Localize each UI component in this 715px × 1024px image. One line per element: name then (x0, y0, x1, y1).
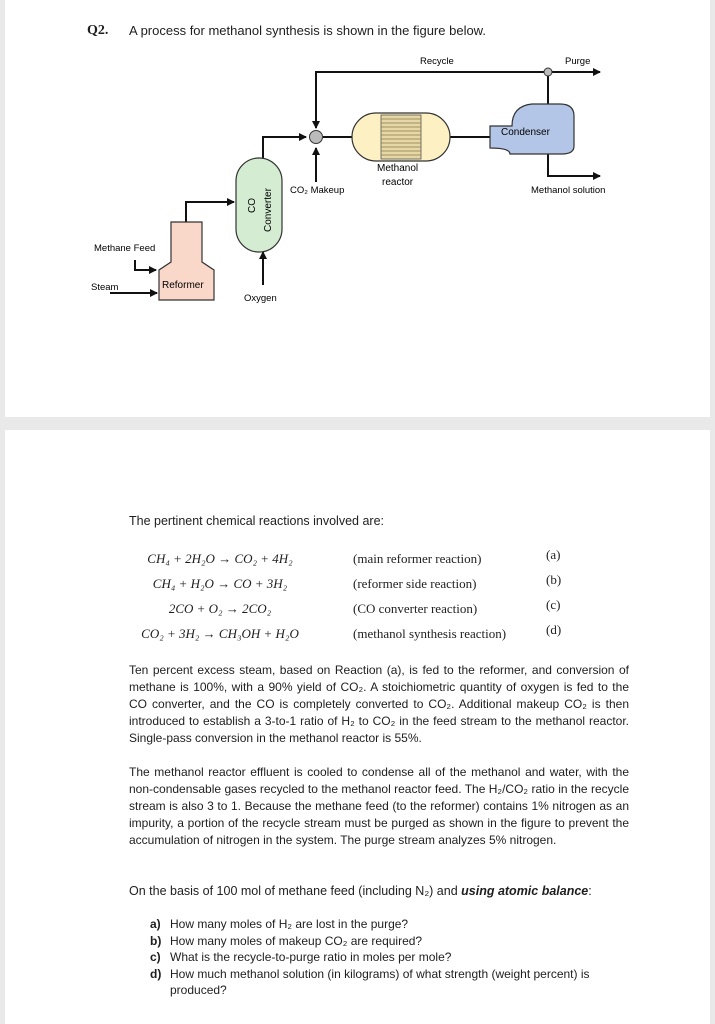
methanol-reactor (352, 113, 450, 161)
methane-feed-line (135, 260, 156, 270)
reformer-outlet-line (186, 202, 234, 222)
reaction-equation: CO₂ + 3H₂ → CH₃OH + H₂O (141, 626, 299, 641)
basis-suffix: : (588, 884, 592, 898)
mixer-node (310, 131, 323, 144)
reaction-label: (c) (546, 597, 561, 612)
reaction-description: (CO converter reaction) (353, 601, 478, 616)
reaction-description: (main reformer reaction) (353, 551, 482, 566)
reaction-label: (d) (546, 622, 562, 637)
basis-prefix: On the basis of 100 mol of methane feed (including N₂) and (129, 884, 462, 898)
steam-label: Steam (91, 282, 119, 293)
question-label: d) (150, 966, 162, 981)
purge-label: Purge (565, 56, 591, 67)
question-label: b) (150, 933, 162, 948)
paragraph-recycle: The methanol reactor effluent is cooled to condense all of the methanol and water, with the non-condensable gases recycled to the methanol reactor feed. The H₂/CO₂ ratio in the recycle stream is also 3 to 1. Because the methane feed (to the reformer) contains 1% nitrogen as an impurity, a portion of the recycle stream must be purged as shown in the figure to prevent the accumulation of nitrogen in the system. The purge stream analyzes 5% nitrogen. (129, 765, 629, 847)
converter-label-name: Converter (263, 188, 274, 232)
question-item (150, 966, 630, 999)
reactor-label-1: Methanol (377, 163, 419, 174)
reaction-label: (a) (546, 547, 561, 562)
reactor-label-2: reactor (382, 177, 414, 188)
paragraph-conditions: Ten percent excess steam, based on Reaction (a), is fed to the reformer, and conversion of methane is 100%, with a 90% yield of CO₂. A stoichiometric quantity of oxygen is fed to the CO converter, and the CO is completely converted to CO₂. Additional makeup CO₂ is then introduced to establish a 3-to-1 ratio of H₂ to CO₂ in the feed stream to the methanol reactor. Single-pass conversion in the methanol reactor is 55%. (129, 663, 629, 745)
methanol-solution-label: Methanol solution (531, 185, 606, 196)
question-text: How many moles of makeup CO₂ are required? (170, 933, 423, 948)
reaction-description: (reformer side reaction) (353, 576, 477, 591)
oxygen-label: Oxygen (244, 293, 277, 304)
reaction-description: (methanol synthesis reaction) (353, 626, 507, 641)
question-list (150, 916, 630, 999)
question-text: How many moles of H₂ are lost in the purge? (170, 917, 409, 931)
question-text: What is the recycle-to-purge ratio in moles per mole? (170, 950, 452, 964)
co-converter (236, 158, 282, 252)
question-number: Q2. (87, 23, 109, 38)
question-item (150, 916, 630, 933)
question-text: How much methanol solution (in kilograms) of what strength (weight percent) is produced? (170, 966, 590, 997)
converter-outlet-line (263, 137, 306, 158)
question-label: c) (150, 950, 161, 964)
question-title: A process for methanol synthesis is shown in the figure below. (129, 23, 486, 38)
condenser-label: Condenser (501, 127, 550, 138)
methane-feed-label: Methane Feed (94, 243, 156, 254)
reactions-intro: The pertinent chemical reactions involved are: (129, 514, 384, 528)
process-flow-diagram (0, 0, 715, 320)
reaction-equation: 2CO + O₂ → 2CO₂ (168, 601, 272, 616)
basis-emphasis: using atomic balance (461, 884, 589, 898)
co2-makeup-label: CO₂ Makeup (290, 185, 345, 196)
reformer-label: Reformer (162, 280, 204, 291)
converter-label-co: CO (247, 198, 258, 213)
question-label: a) (150, 917, 161, 931)
reaction-label: (b) (546, 572, 562, 587)
purge-splitter-node (544, 68, 552, 76)
methanol-solution-line (548, 152, 600, 176)
reaction-equation: CH₄ + H₂O → CO + 3H₂ (152, 576, 288, 591)
question-item (150, 949, 630, 966)
reaction-equation: CH₄ + 2H₂O → CO₂ + 4H₂ (147, 551, 293, 566)
recycle-label: Recycle (420, 56, 454, 67)
question-item (150, 933, 630, 950)
basis-statement (129, 884, 592, 898)
